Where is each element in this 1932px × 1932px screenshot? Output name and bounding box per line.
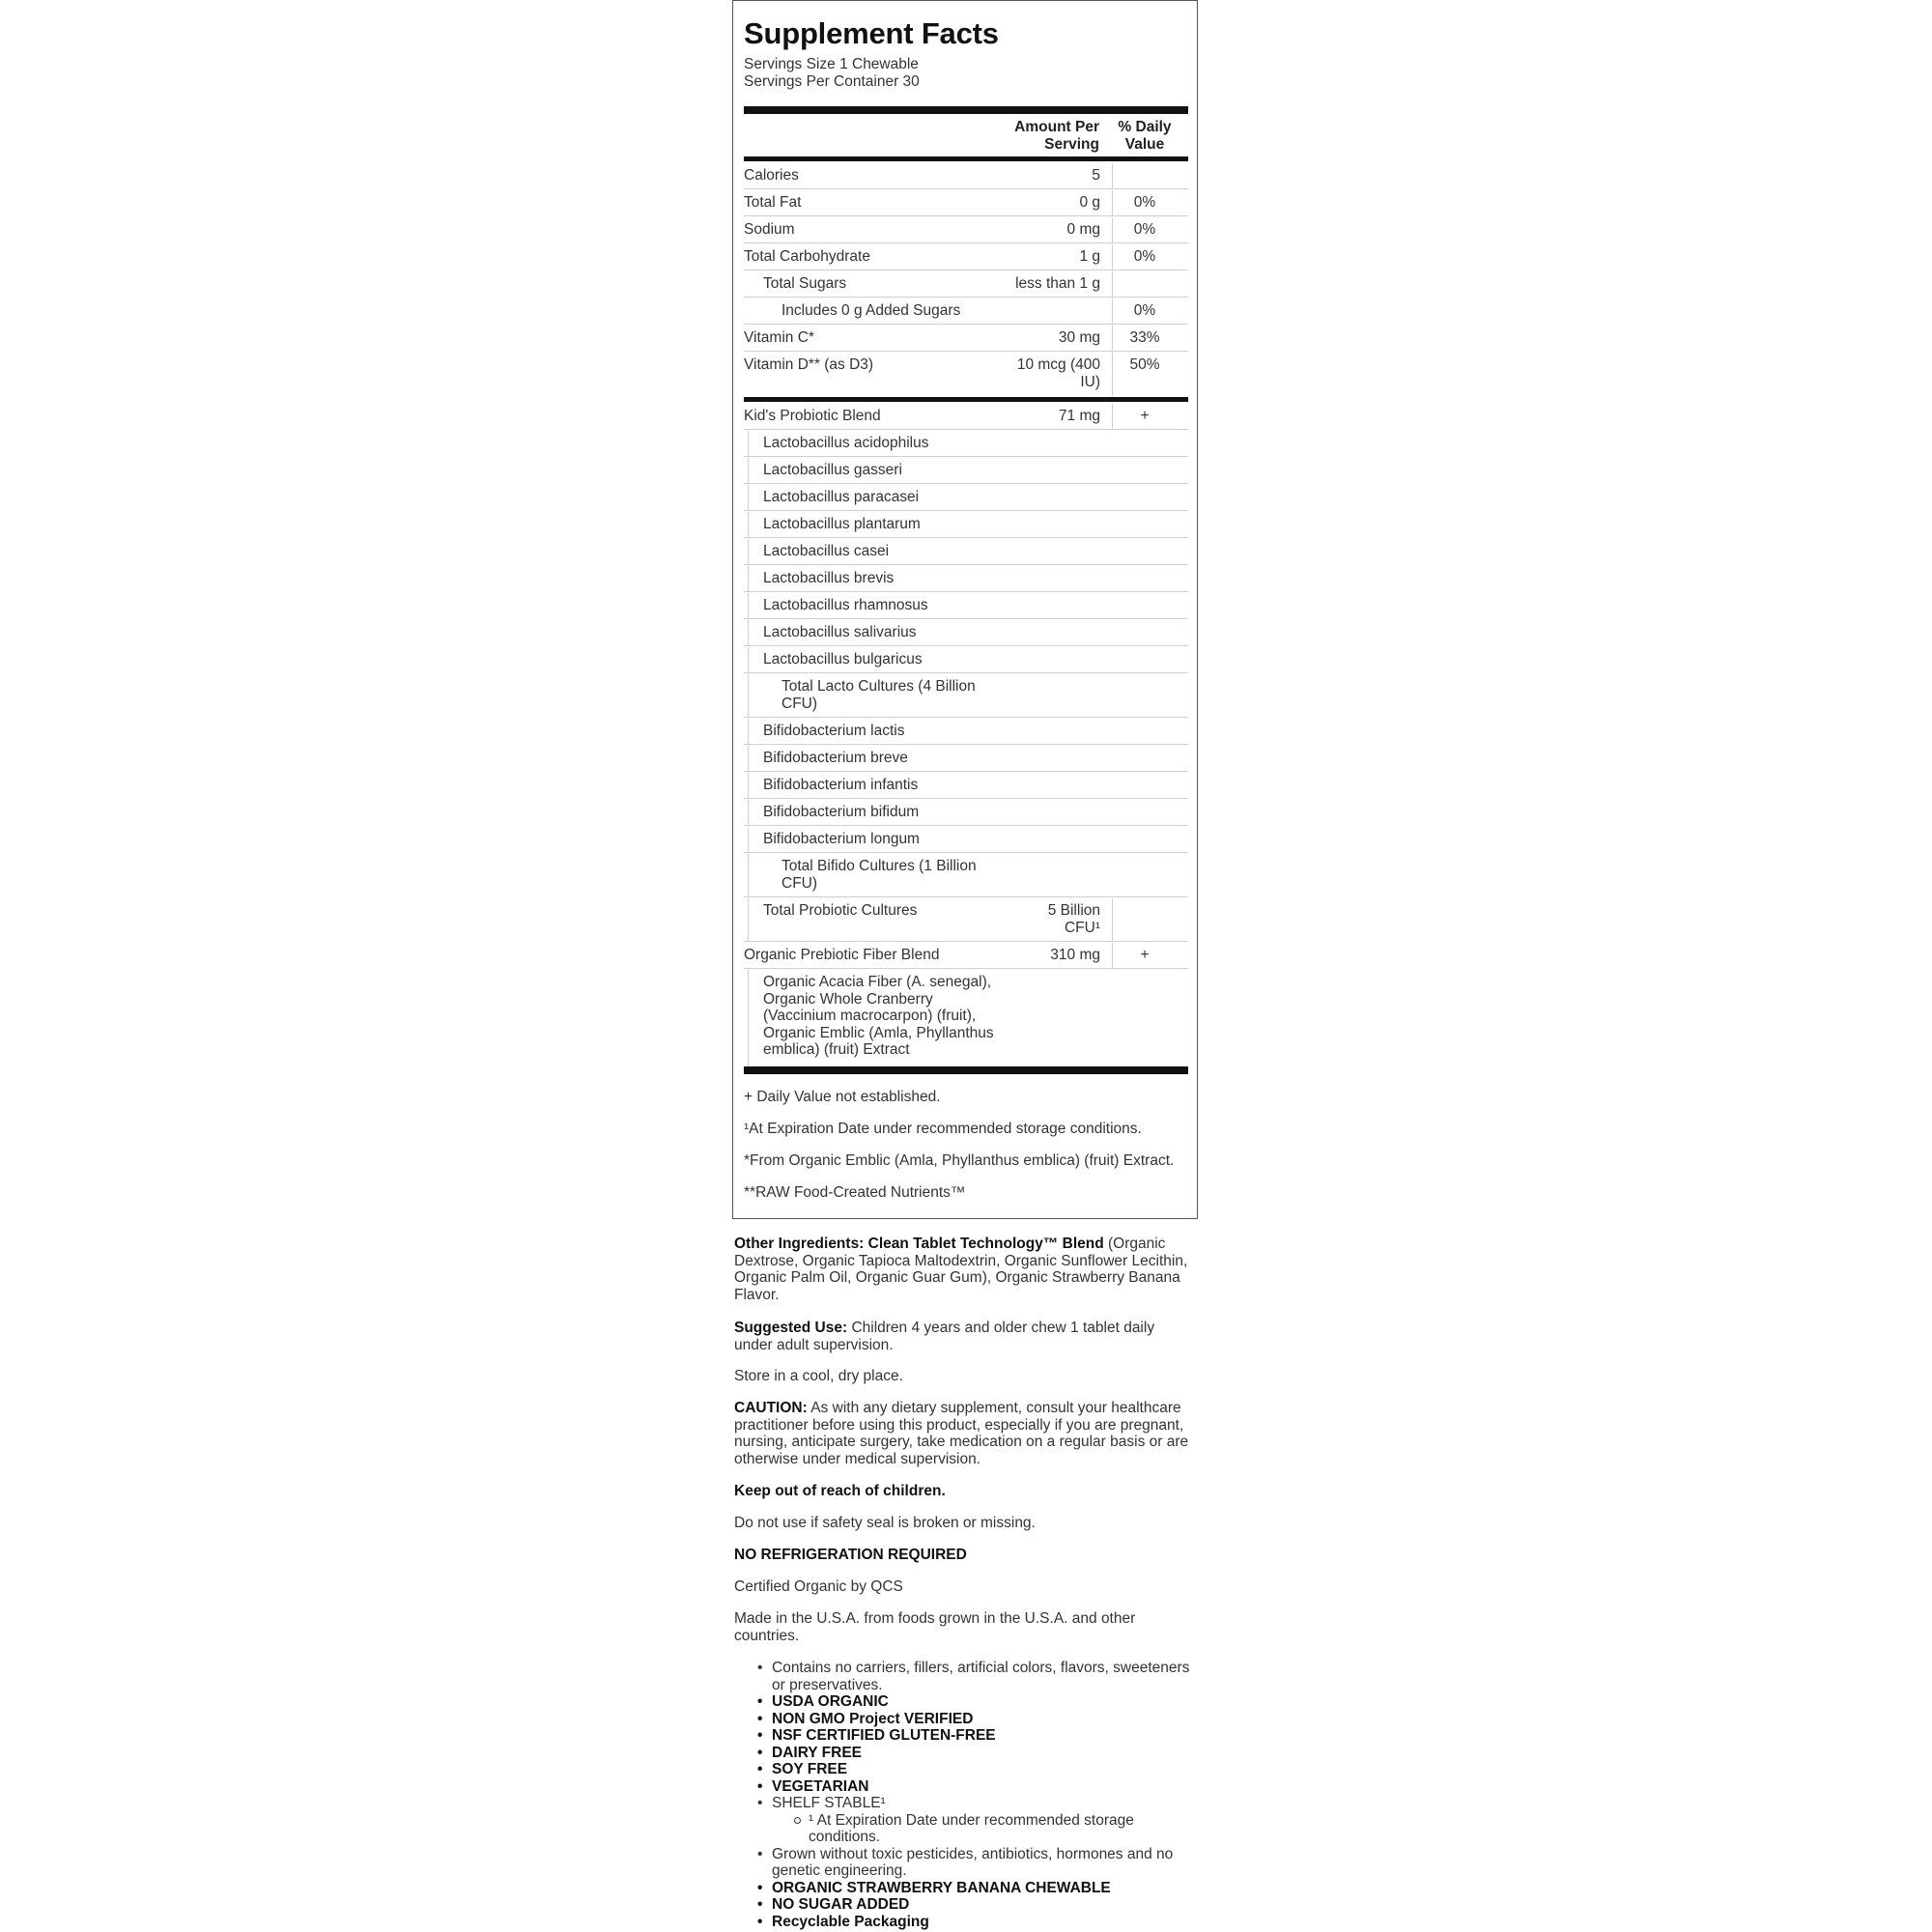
total-cultures-amount: 5 Billion CFU¹ (1047, 902, 1100, 936)
blend-row (744, 831, 1188, 853)
made-in: Made in the U.S.A. from foods grown in the U.S.A. and other countries. (734, 1610, 1136, 1644)
nutrient-amount: less than 1 g (1015, 275, 1100, 292)
blend-row (744, 651, 1188, 673)
nutrient-amount: 10 mcg (400 IU) (1016, 356, 1100, 390)
storage-instructions: Store in a cool, dry place. (734, 1368, 903, 1384)
strain-name: Bifidobacterium breve (763, 750, 908, 766)
blend-dv: + (1140, 408, 1150, 424)
nutrient-amount: 5 (1092, 167, 1100, 184)
subtotal-name: Total Bifido Cultures (1 Billion CFU) (781, 858, 977, 892)
strain-name: Bifidobacterium infantis (763, 777, 919, 793)
thick-divider (744, 106, 1188, 114)
nutrient-dv: 33% (1129, 329, 1160, 346)
thick-divider (744, 1066, 1188, 1074)
list-item: • ORGANIC STRAWBERRY BANANA CHEWABLE (757, 1879, 1111, 1896)
nutrient-dv: 50% (1129, 356, 1160, 373)
servings-per-container: Servings Per Container 30 (744, 73, 920, 90)
keep-out-warning: Keep out of reach of children. (734, 1483, 946, 1499)
list-item: • SHELF STABLE¹ (757, 1795, 886, 1811)
nutrient-name: Includes 0 g Added Sugars (781, 302, 961, 319)
list-item: • Contains no carriers, fillers, artificial colors, flavors, sweeteners or preservatives. (757, 1660, 1190, 1693)
nutrient-name: Sodium (744, 221, 795, 238)
nutrient-amount: 0 g (1079, 194, 1100, 211)
list-item: • NO SUGAR ADDED (757, 1896, 910, 1913)
caution: CAUTION: As with any dietary supplement, consult your healthcare practitioner before using this product, especially if you are pregnant, nursing, anticipate surgery, take medication on a regular basis or are otherwise under medical supervision. (734, 1400, 1189, 1467)
total-cultures-name: Total Probiotic Cultures (763, 902, 918, 919)
nutrient-amount: 0 mg (1066, 221, 1100, 238)
sub-list-item: ¹ At Expiration Date under recommended storage conditions. (809, 1812, 1195, 1846)
nutrient-name: Total Fat (744, 194, 802, 211)
blend-row (744, 597, 1188, 619)
blend-row (744, 462, 1188, 484)
fiber-ingredients: Organic Acacia Fiber (A. senegal), Organic Whole Cranberry (Vaccinium macrocarpon) (fruit), Organic Emblic (Amla, Phyllanthus emblica) (fruit) Extract (763, 974, 994, 1058)
nutrient-row (744, 248, 1188, 270)
thick-divider (744, 397, 1188, 402)
blend-row (744, 750, 1188, 772)
strain-name: Lactobacillus acidophilus (763, 435, 929, 451)
suggested-use: Suggested Use: Children 4 years and older chew 1 tablet daily under adult supervision. (734, 1320, 1155, 1353)
list-item: • USDA ORGANIC (757, 1693, 889, 1710)
nutrient-row (744, 275, 1188, 298)
nutrient-row (744, 167, 1188, 189)
nutrient-row (744, 356, 1188, 395)
blend-row (744, 777, 1188, 799)
blend-row (744, 516, 1188, 538)
strain-name: Lactobacillus bulgaricus (763, 651, 923, 668)
footnote: **RAW Food-Created Nutrients™ (744, 1184, 966, 1201)
features-list (757, 1660, 1197, 1932)
nutrient-name: Vitamin C* (744, 329, 814, 346)
strain-name: Lactobacillus rhamnosus (763, 597, 928, 613)
nutrient-row (744, 194, 1188, 216)
strain-name: Bifidobacterium longum (763, 831, 920, 847)
nutrient-dv: 0% (1133, 248, 1156, 265)
nutrient-row (744, 329, 1188, 352)
footnote: *From Organic Emblic (Amla, Phyllanthus emblica) (fruit) Extract. (744, 1152, 1175, 1169)
blend-row (744, 804, 1188, 826)
blend-row (744, 947, 1188, 969)
amount-per-serving-header: Amount Per Serving (1014, 119, 1099, 153)
blend-row (744, 974, 1188, 1066)
list-item: • VEGETARIAN (757, 1777, 869, 1795)
nutrient-dv: 0% (1133, 221, 1156, 238)
nutrient-dv: 0% (1133, 194, 1156, 211)
nutrient-amount: 30 mg (1058, 329, 1100, 346)
footnote: ¹At Expiration Date under recommended storage conditions. (744, 1121, 1142, 1137)
certified-organic: Certified Organic by QCS (734, 1578, 903, 1595)
blend-amount: 71 mg (1058, 408, 1100, 424)
list-item: • Grown without toxic pesticides, antibiotics, hormones and no genetic engineering. (757, 1845, 1174, 1879)
strain-name: Lactobacillus plantarum (763, 516, 921, 532)
nutrient-row (744, 221, 1188, 243)
blend-row (744, 723, 1188, 745)
blend-row (744, 678, 1188, 718)
nutrient-amount: 1 g (1079, 248, 1100, 265)
blend-amount: 310 mg (1050, 947, 1100, 963)
list-item: • NSF CERTIFIED GLUTEN-FREE (757, 1727, 996, 1744)
no-refrigeration: NO REFRIGERATION REQUIRED (734, 1547, 967, 1563)
strain-name: Lactobacillus paracasei (763, 489, 920, 505)
nutrient-name: Calories (744, 167, 799, 184)
nutrient-row (744, 302, 1188, 325)
other-ingredients: Other Ingredients: Clean Tablet Technology™ Blend (Organic Dextrose, Organic Tapioca Maltodextrin, Organic Sunflower Lecithin, Organic Palm Oil, Organic Guar Gum), Organic Strawberry Banana Flavor. (734, 1236, 1188, 1303)
footnote: + Daily Value not established. (744, 1089, 941, 1105)
strain-name: Lactobacillus gasseri (763, 462, 902, 478)
blend-name: Kid's Probiotic Blend (744, 408, 881, 424)
blend-row (744, 408, 1188, 430)
list-item: • SOY FREE (757, 1761, 848, 1777)
blend-name: Organic Prebiotic Fiber Blend (744, 947, 940, 963)
blend-row (744, 858, 1188, 897)
blend-row (744, 435, 1188, 457)
blend-row (744, 570, 1188, 592)
nutrient-name: Total Sugars (763, 275, 847, 292)
thick-divider (744, 156, 1188, 161)
blend-dv: + (1140, 947, 1150, 963)
supplement-facts-panel (732, 0, 1198, 1219)
list-item: • Recyclable Packaging (757, 1913, 929, 1930)
strain-name: Bifidobacterium bifidum (763, 804, 920, 820)
blend-row (744, 902, 1188, 942)
subtotal-name: Total Lacto Cultures (4 Billion CFU) (781, 678, 976, 712)
strain-name: Lactobacillus casei (763, 543, 890, 559)
blend-row (744, 489, 1188, 511)
serving-size: Servings Size 1 Chewable (744, 56, 919, 72)
strain-name: Lactobacillus brevis (763, 570, 895, 586)
list-item: • NON GMO Project VERIFIED (757, 1710, 974, 1727)
safety-seal-warning: Do not use if safety seal is broken or missing. (734, 1515, 1036, 1531)
nutrient-dv: 0% (1133, 302, 1156, 319)
supplement-facts-title: Supplement Facts (744, 16, 999, 50)
strain-name: Lactobacillus salivarius (763, 624, 917, 640)
nutrient-name: Vitamin D** (as D3) (744, 356, 874, 373)
nutrient-name: Total Carbohydrate (744, 248, 870, 265)
strain-name: Bifidobacterium lactis (763, 723, 905, 739)
blend-row (744, 543, 1188, 565)
daily-value-header: % Daily Value (1118, 119, 1172, 153)
list-item: • DAIRY FREE (757, 1744, 863, 1761)
blend-row (744, 624, 1188, 646)
